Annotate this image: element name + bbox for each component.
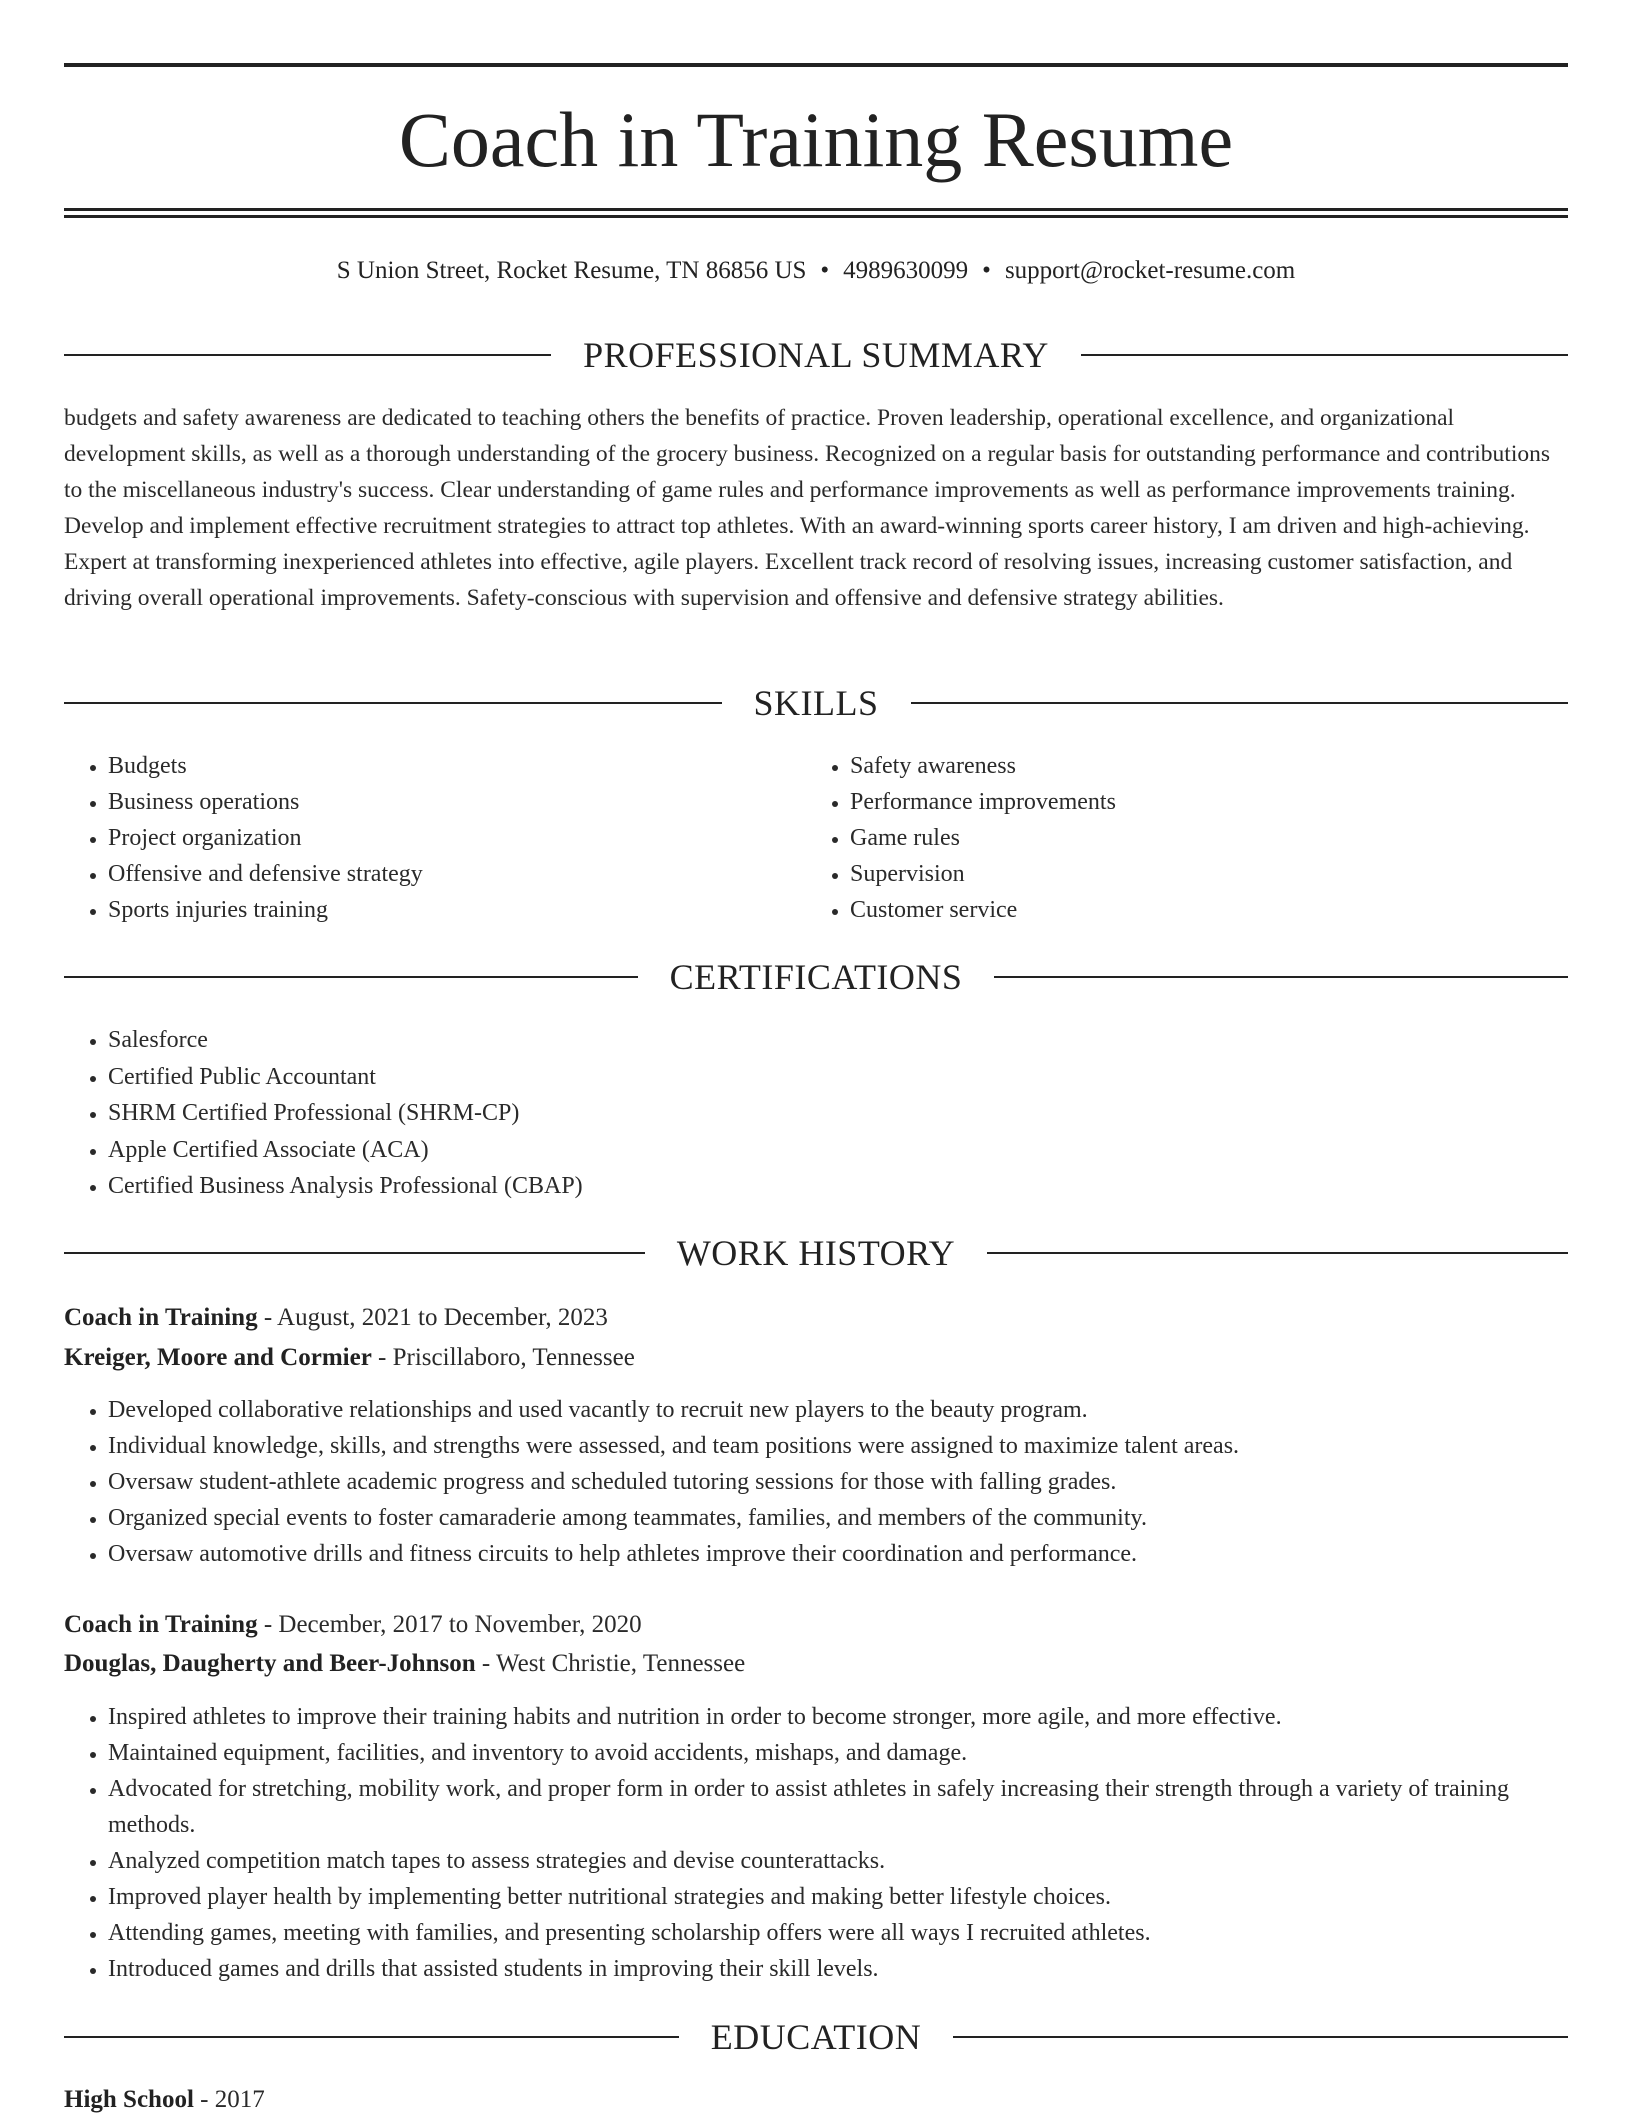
skill-item: • Customer service [850, 892, 1550, 928]
education-line [64, 2084, 1568, 2116]
section-title: PROFESSIONAL SUMMARY [583, 335, 1049, 375]
job-bullet: • Improved player health by implementing better nutritional strategies and making better lifestyle choices. [108, 1879, 1568, 1915]
skill-item: • Offensive and defensive strategy [108, 856, 808, 892]
divider [1081, 354, 1568, 356]
section-title: CERTIFICATIONS [669, 957, 963, 997]
job-bullet: • Organized special events to foster camaraderie among teammates, families, and members of the community. [108, 1500, 1568, 1536]
email-link[interactable]: support@rocket-resume.com [1004, 257, 1296, 284]
skill-item: • Business operations [108, 784, 808, 820]
divider [994, 976, 1568, 978]
education-degree: High School [64, 2086, 194, 2113]
divider [64, 1252, 645, 1254]
company-name: Kreiger, Moore and Cormier [64, 1344, 372, 1371]
divider [64, 702, 722, 704]
job-location: - West Christie, Tennessee [475, 1650, 746, 1677]
skill-item: • Performance improvements [850, 784, 1550, 820]
job-bullet: • Attending games, meeting with families, and presenting scholarship offers were all ways I recruited athletes. [108, 1915, 1568, 1951]
job-dates: - December, 2017 to November, 2020 [257, 1611, 642, 1638]
divider [64, 976, 638, 978]
job-title: Coach in Training [64, 1611, 258, 1638]
phone: 4989630099 [843, 257, 969, 284]
certification-item: • Certified Public Accountant [108, 1059, 1508, 1096]
job-bullet: • Inspired athletes to improve their training habits and nutrition in order to become stronger, more agile, and more effective. [108, 1699, 1568, 1735]
skill-item: • Safety awareness [850, 748, 1550, 784]
certifications-list [64, 1022, 1508, 1205]
skill-item: • Sports injuries training [108, 892, 808, 928]
section-header-education [64, 2015, 1568, 2059]
section-header-work-history [64, 1231, 1568, 1275]
job-title-line [64, 1609, 1568, 1641]
job-company-line [64, 1342, 1568, 1374]
section-header-summary [64, 333, 1568, 377]
contact-line [64, 256, 1568, 286]
job-bullets [64, 1699, 1568, 1987]
skill-item: • Project organization [108, 820, 808, 856]
title-rule-lower [64, 215, 1568, 218]
certification-item: • Apple Certified Associate (ACA) [108, 1132, 1508, 1169]
certification-item: • Certified Business Analysis Professional (CBAP) [108, 1168, 1508, 1205]
education-year: - 2017 [193, 2086, 265, 2113]
job-bullets [64, 1392, 1568, 1572]
job-dates: - August, 2021 to December, 2023 [257, 1304, 608, 1331]
summary-text: budgets and safety awareness are dedicated to teaching others the benefits of practice. Proven leadership, operational excellence, and organizational development skills, as well as a thorough understanding of the grocery business. Recognized on a regular basis for outstanding performance and contributions to the miscellaneous industry's success. Clear understanding of game rules and performance improvements as well as performance improvements training. Develop and implement effective recruitment strategies to attract top athletes. With an award-winning sports career history, I am driven and high-achieving. Expert at transforming inexperienced athletes into effective, agile players. Excellent track record of resolving issues, increasing customer satisfaction, and driving overall operational improvements. Safety-conscious with supervision and offensive and defensive strategy abilities. [64, 405, 1550, 611]
skill-item: • Game rules [850, 820, 1550, 856]
divider [64, 354, 551, 356]
job-bullet: • Developed collaborative relationships and used vacantly to recruit new players to the beauty program. [108, 1392, 1568, 1428]
job-bullet: • Advocated for stretching, mobility work, and proper form in order to assist athletes in safely increasing their strength through a variety of training methods. [108, 1771, 1568, 1843]
job-company-line [64, 1648, 1568, 1680]
section-header-certifications [64, 955, 1568, 999]
divider [64, 2036, 679, 2038]
section-title: EDUCATION [710, 2017, 922, 2057]
section-title: SKILLS [753, 683, 879, 723]
job-title-line [64, 1302, 1568, 1334]
job-title: Coach in Training [64, 1304, 258, 1331]
section-header-skills [64, 681, 1568, 725]
section-title: WORK HISTORY [676, 1233, 956, 1273]
job-location: - Priscillaboro, Tennessee [371, 1344, 635, 1371]
skills-list-left [64, 748, 808, 928]
skill-item: • Supervision [850, 856, 1550, 892]
top-rule [64, 63, 1568, 67]
skills-list-right [806, 748, 1550, 928]
company-name: Douglas, Daugherty and Beer-Johnson [64, 1650, 476, 1677]
job-bullet: • Maintained equipment, facilities, and inventory to avoid accidents, mishaps, and damage. [108, 1735, 1568, 1771]
job-bullet: • Introduced games and drills that assisted students in improving their skill levels. [108, 1951, 1568, 1987]
divider [953, 2036, 1568, 2038]
job-bullet: • Individual knowledge, skills, and strengths were assessed, and team positions were assigned to maximize talent areas. [108, 1428, 1568, 1464]
title-rule-upper [64, 208, 1568, 211]
certification-item: • SHRM Certified Professional (SHRM-CP) [108, 1095, 1508, 1132]
job-bullet: • Oversaw student-athlete academic progress and scheduled tutoring sessions for those with falling grades. [108, 1464, 1568, 1500]
divider [911, 702, 1569, 704]
separator-dot: • [820, 257, 830, 284]
divider [987, 1252, 1568, 1254]
separator-dot: • [982, 257, 991, 284]
skill-item: • Budgets [108, 748, 808, 784]
page-title: Coach in Training Resume [398, 96, 1234, 183]
address: S Union Street, Rocket Resume, TN 86856 US [336, 257, 807, 284]
certification-item: • Salesforce [108, 1022, 1508, 1059]
job-bullet: • Analyzed competition match tapes to assess strategies and devise counterattacks. [108, 1843, 1568, 1879]
job-bullet: • Oversaw automotive drills and fitness circuits to help athletes improve their coordination and performance. [108, 1536, 1568, 1572]
